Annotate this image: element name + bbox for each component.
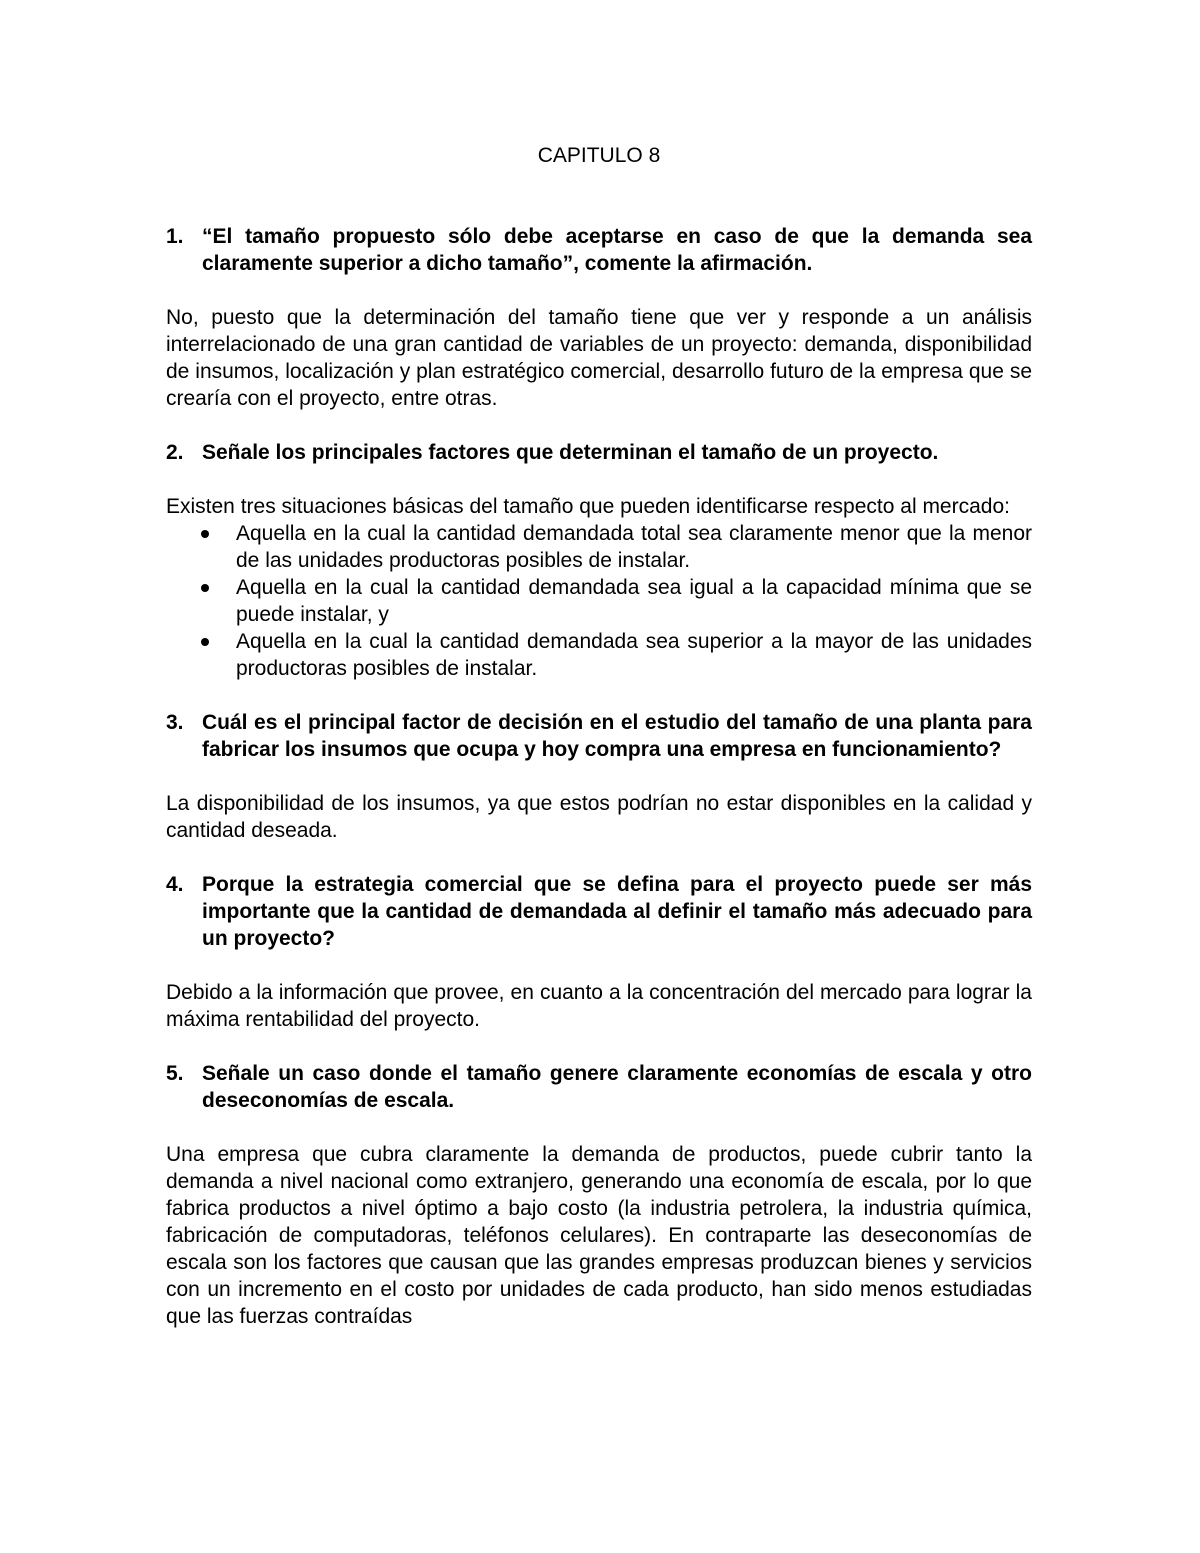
answer-1: No, puesto que la determinación del tamaño tiene que ver y responde a un análisis interrelacionado de una gran cantidad de variables de un proyecto: demanda, disponibilidad de insumos, localización y plan estratégico comercial, desarrollo futuro de la empresa que se crearía con el proyecto, entre otras. xyxy=(166,306,1032,410)
list-item xyxy=(166,628,1032,682)
question-2 xyxy=(166,439,1032,466)
question-2-number: 2. xyxy=(166,441,184,464)
question-4-text: Porque la estrategia comercial que se defina para el proyecto puede ser más importante que la cantidad de demandada al definir el tamaño más adecuado para un proyecto? xyxy=(202,873,1032,950)
question-3 xyxy=(166,709,1032,763)
question-5 xyxy=(166,1060,1032,1114)
question-5-text: Señale un caso donde el tamaño genere claramente economías de escala y otro deseconomías de escala. xyxy=(202,1062,1032,1112)
question-3-number: 3. xyxy=(166,711,184,734)
answer-3: La disponibilidad de los insumos, ya que estos podrían no estar disponibles en la calidad y cantidad deseada. xyxy=(166,792,1032,842)
question-4-number: 4. xyxy=(166,873,184,896)
question-3-text: Cuál es el principal factor de decisión en el estudio del tamaño de una planta para fabricar los insumos que ocupa y hoy compra una empresa en funcionamiento? xyxy=(202,711,1032,761)
list-item xyxy=(166,574,1032,628)
answer-5: Una empresa que cubra claramente la demanda de productos, puede cubrir tanto la demanda a nivel nacional como extranjero, generando una economía de escala, por lo que fabrica productos a nivel óptimo a bajo costo (la industria petrolera, la industria química, fabricación de computadoras, teléfonos celulares). En contraparte las deseconomías de escala son los factores que causan que las grandes empresas produzcan bienes y servicios con un incremento en el costo por unidades de cada producto, han sido menos estudiadas que las fuerzas contraídas xyxy=(166,1143,1032,1328)
question-1-text: “El tamaño propuesto sólo debe aceptarse en caso de que la demanda sea claramente superior a dicho tamaño”, comente la afirmación. xyxy=(202,225,1032,275)
bullet-icon xyxy=(166,574,236,628)
question-5-number: 5. xyxy=(166,1062,184,1085)
bullet-icon xyxy=(166,628,236,682)
question-2-text: Señale los principales factores que determinan el tamaño de un proyecto. xyxy=(202,441,939,464)
document-page xyxy=(166,142,1032,1330)
question-1 xyxy=(166,223,1032,277)
answer-4: Debido a la información que provee, en cuanto a la concentración del mercado para lograr la máxima rentabilidad del proyecto. xyxy=(166,981,1032,1031)
list-item xyxy=(166,520,1032,574)
question-4 xyxy=(166,871,1032,952)
list-item-text: Aquella en la cual la cantidad demandada total sea claramente menor que la menor de las unidades productoras posibles de instalar. xyxy=(236,522,1032,572)
bullet-icon xyxy=(166,520,236,574)
answer-2-bullet-list xyxy=(166,520,1032,682)
list-item-text: Aquella en la cual la cantidad demandada sea igual a la capacidad mínima que se puede instalar, y xyxy=(236,576,1032,626)
page-title: CAPITULO 8 xyxy=(537,144,661,167)
list-item-text: Aquella en la cual la cantidad demandada sea superior a la mayor de las unidades productoras posibles de instalar. xyxy=(236,630,1032,680)
question-1-number: 1. xyxy=(166,225,184,248)
answer-2-intro: Existen tres situaciones básicas del tamaño que pueden identificarse respecto al mercado: xyxy=(166,495,1010,518)
